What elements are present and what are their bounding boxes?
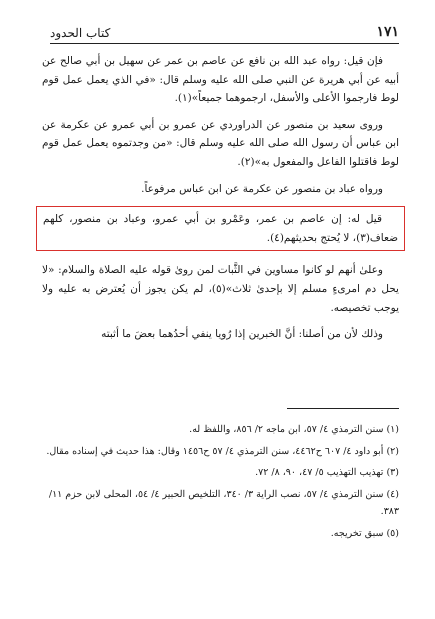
main-text (42, 52, 399, 352)
footnote: (٤) سنن الترمذي ٤/ ٥٧، نصب الراية ٣/ ٣٤٠، التلخيص الحبير ٤/ ٥٤، المحلى لابن حزم ١١/ ٣٨٣. (48, 488, 399, 517)
paragraph: وذلك لأن من أصلنا: أنَّ الخبرين إذا رُويا ينفي أحدُهما بعضَ ما أثبته (101, 328, 383, 341)
page-header (50, 14, 399, 44)
paragraph: وعلىٰ أنهم لو كانوا مساوين في الثَّبات لمن روىٰ قوله عليه الصلاة والسلام: «لا يحل دم امرىءٍ مسلم إلا بإحدىٰ ثلاث»(٥)، لم يكن يجوز أن يُعترض به عليه ولا يوجب تخصيصه. (42, 264, 399, 314)
footnote: (١) سنن الترمذي ٤/ ٥٧، ابن ماجه ٢/ ٨٥٦، واللفظ له. (189, 424, 399, 435)
paragraph: ورواه عباد بن منصور عن عكرمة عن ابن عباس مرفوعاً. (141, 182, 383, 195)
footnote: (٥) سبق تخريجه. (330, 527, 399, 539)
footnotes (42, 408, 399, 546)
page-number: ١٧١ (376, 24, 399, 40)
footnote-divider (287, 408, 399, 409)
footnote: (٢) أبو داود ٤/ ٦٠٧ ح٤٤٦٢، سنن الترمذي ٤/ ٥٧ ح١٤٥٦ وقال: هذا حديث في إسناده مقال. (46, 445, 399, 457)
footnote: (٣) تهذيب التهذيب ٥/ ٤٧، ٩٠، ٨/ ٧٢. (255, 467, 399, 478)
book-title: كتاب الحدود (50, 26, 111, 40)
paragraph: فإن قيل: رواه عبد الله بن نافع عن عاصم بن عمر عن سهيل بن أبي صالح عن أبيه عن أبي هريرة عن النبي صلى الله عليه وسلم قال: «في الذي يعمل عمل قوم لوط فارجموا الأعلى والأسفل، ارجموهما جميعاً»(١). (42, 55, 399, 105)
highlighted-paragraph: قيل له: إن عاصم بن عمر، وعَمْرو بن أبي عمرو، وعباد بن منصور، كلهم ضعاف(٣)، لا يُحتج بحديثهم(٤). (36, 206, 405, 251)
paragraph: وروى سعيد بن منصور عن الدراوردي عن عمرو بن أبي عمرو عن عكرمة عن ابن عباس أن رسول الله صلى الله عليه وسلم قال: «من وجدتموه يعمل عمل قوم لوط فاقتلوا الفاعل والمفعول به»(٢). (42, 118, 399, 168)
